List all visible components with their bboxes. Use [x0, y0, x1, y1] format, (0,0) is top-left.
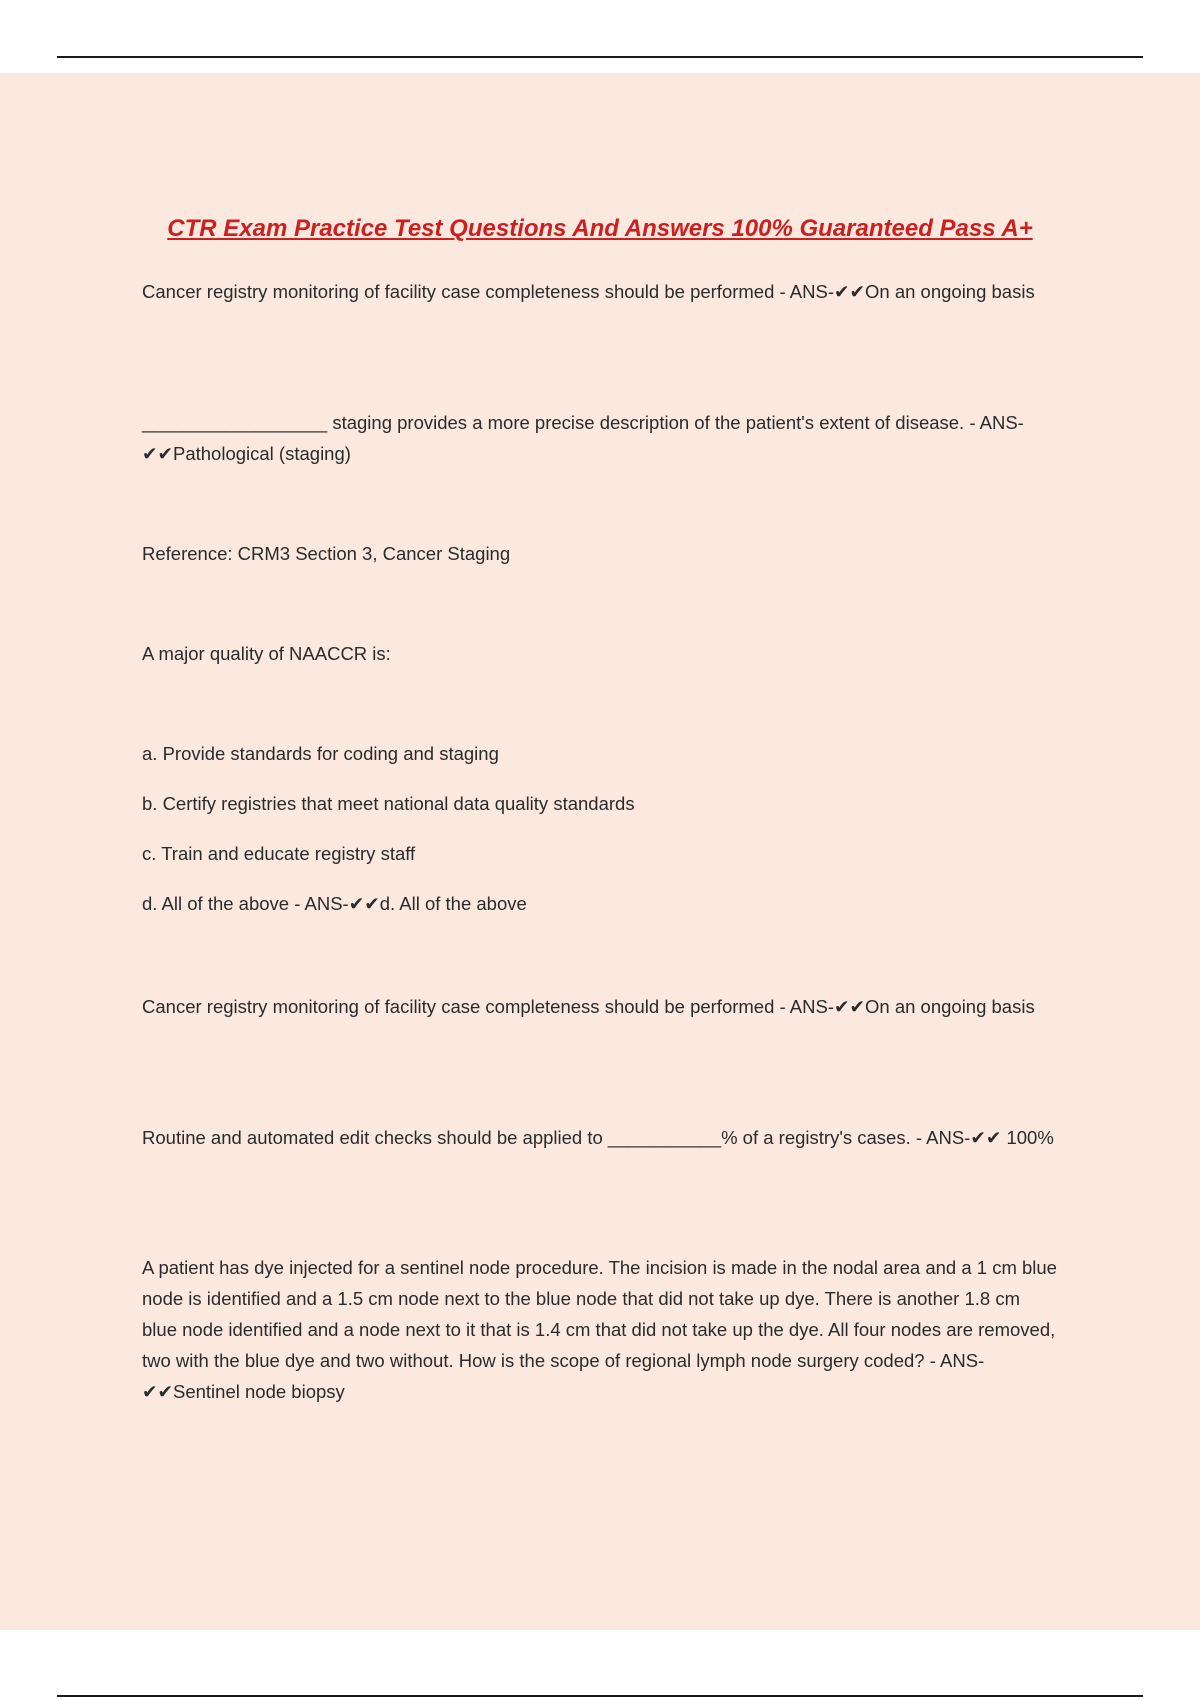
answer-option: a. Provide standards for coding and staging — [142, 743, 499, 764]
document-title: CTR Exam Practice Test Questions And Answers 100% Guaranteed Pass A+ — [167, 215, 1033, 242]
question-paragraph: A major quality of NAACCR is: — [142, 643, 391, 664]
question-paragraph: Cancer registry monitoring of facility case completeness should be performed - ANS-✔✔On an ongoing basis — [142, 281, 1035, 302]
question-paragraph: Cancer registry monitoring of facility case completeness should be performed - ANS-✔✔On an ongoing basis — [142, 996, 1035, 1017]
reference-paragraph: Reference: CRM3 Section 3, Cancer Staging — [142, 543, 511, 564]
document-page — [0, 73, 1200, 1630]
question-paragraph: __________________ staging provides a more precise description of the patient's extent of disease. - ANS-✔✔Pathological (staging) — [142, 412, 1024, 464]
top-divider — [57, 56, 1143, 58]
question-paragraph: A patient has dye injected for a sentinel node procedure. The incision is made in the nodal area and a 1 cm blue node is identified and a 1.5 cm node next to the blue node that did not take up dye. There is another 1.8 cm blue node identified and a node next to it that is 1.4 cm that did not take up the dye. All four nodes are removed, two with the blue dye and two without. How is the scope of regional lymph node surgery coded? - ANS-✔✔Sentinel node biopsy — [142, 1257, 1057, 1402]
answer-option: b. Certify registries that meet national data quality standards — [142, 793, 635, 814]
answer-option: d. All of the above - ANS-✔✔d. All of the above — [142, 893, 527, 914]
question-paragraph: Routine and automated edit checks should be applied to ___________% of a registry's cases. - ANS-✔✔ 100% — [142, 1127, 1054, 1148]
bottom-divider — [57, 1695, 1143, 1697]
answer-option: c. Train and educate registry staff — [142, 843, 416, 864]
